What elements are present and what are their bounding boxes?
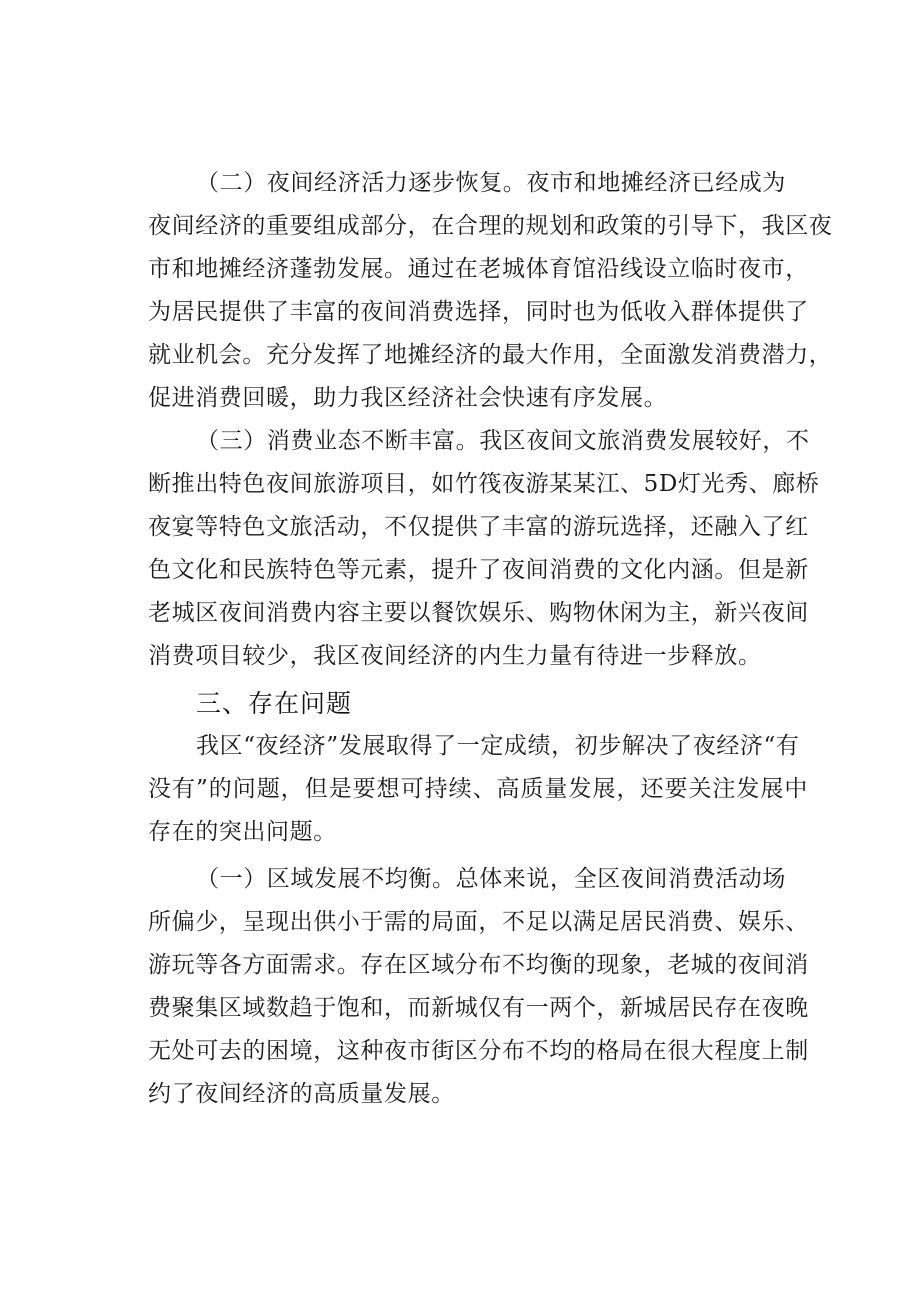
paragraph-line: 我区“夜经济”发展取得了一定成绩，初步解决了夜经济“有	[196, 733, 800, 759]
paragraph-line: （一）区域发展不均衡。总体来说，全区夜间消费活动场	[196, 866, 786, 892]
paragraph-line: （三）消费业态不断丰富。我区夜间文旅消费发展较好，不	[196, 428, 810, 454]
paragraph-line: 游玩等各方面需求。存在区域分布不均衡的现象，老城的夜间消	[148, 952, 809, 978]
paragraph-line: 夜宴等特色文旅活动，不仅提供了丰富的游玩选择，还融入了红	[148, 514, 809, 540]
paragraph-line: 存在的突出问题。	[148, 819, 337, 845]
paragraph-line: 所偏少，呈现出供小于需的局面，不足以满足居民消费、娱乐、	[148, 909, 809, 935]
paragraph-line: 费聚集区域数趋于饱和，而新城仅有一两个，新城居民存在夜晚	[148, 995, 809, 1021]
paragraph-line: 为居民提供了丰富的夜间消费选择，同时也为低收入群体提供了	[148, 299, 809, 325]
paragraph-line: 促进消费回暖，助力我区经济社会快速有序发展。	[148, 385, 668, 411]
paragraph-line: 无处可去的困境，这种夜市街区分布不均的格局在很大程度上制	[148, 1038, 809, 1064]
paragraph-line: 就业机会。充分发挥了地摊经济的最大作用，全面激发消费潜力，	[148, 342, 833, 368]
paragraph-line: 夜间经济的重要组成部分，在合理的规划和政策的引导下，我区夜	[148, 213, 833, 239]
paragraph-line: 断推出特色夜间旅游项目，如竹筏夜游某某江、5D灯光秀、廊桥	[148, 471, 820, 497]
section-heading: 三、存在问题	[196, 689, 353, 718]
paragraph-line: 约了夜间经济的高质量发展。	[148, 1081, 455, 1107]
paragraph-line: 市和地摊经济蓬勃发展。通过在老城体育馆沿线设立临时夜市，	[148, 256, 809, 282]
paragraph-line: 没有”的问题，但是要想可持续、高质量发展，还要关注发展中	[148, 776, 808, 802]
paragraph-line: （二）夜间经济活力逐步恢复。夜市和地摊经济已经成为	[196, 170, 786, 196]
paragraph-line: 消费项目较少，我区夜间经济的内生力量有待进一步释放。	[148, 643, 762, 669]
paragraph-line: 老城区夜间消费内容主要以餐饮娱乐、购物休闲为主，新兴夜间	[148, 600, 809, 626]
paragraph-line: 色文化和民族特色等元素，提升了夜间消费的文化内涵。但是新	[148, 557, 809, 583]
